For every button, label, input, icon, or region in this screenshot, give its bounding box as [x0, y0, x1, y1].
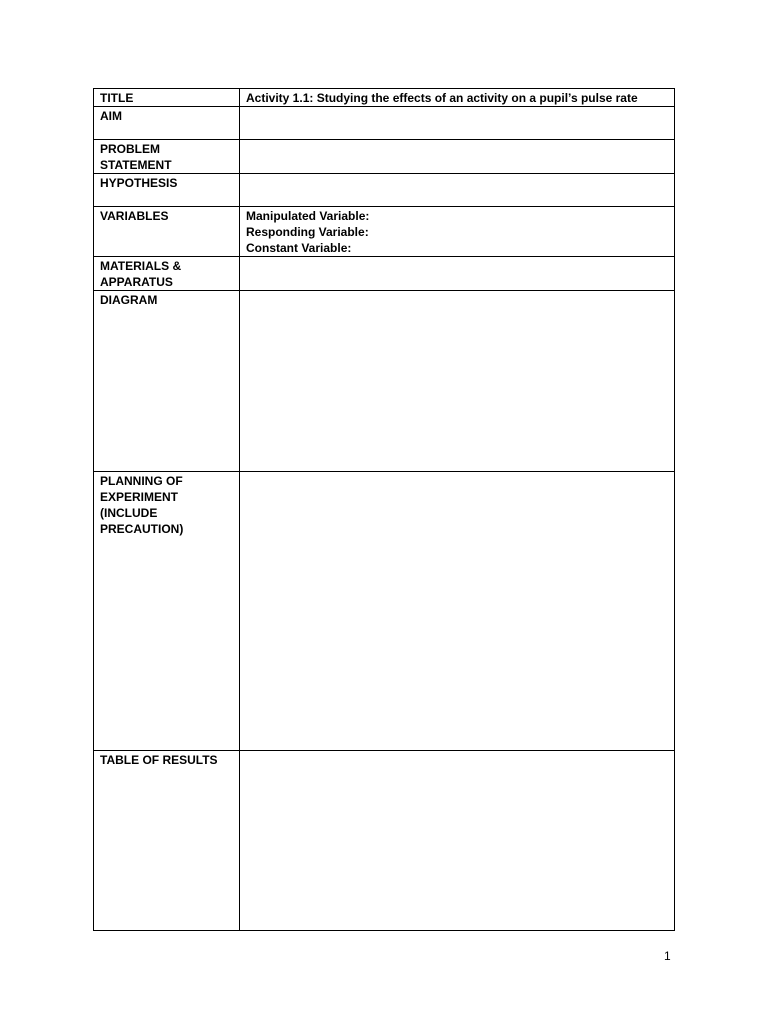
- label-text: MATERIALS & APPARATUS: [100, 259, 182, 289]
- row-value-aim[interactable]: [240, 107, 675, 140]
- row-value-title[interactable]: [240, 89, 675, 107]
- lab-report-table: [93, 88, 675, 931]
- row-value-results[interactable]: [240, 751, 675, 931]
- label-text: PROBLEM STATEMENT: [100, 142, 172, 172]
- row-label-planning: [94, 472, 240, 751]
- table-row-hypothesis: [94, 174, 675, 207]
- row-label-diagram: [94, 291, 240, 472]
- page-number: 1: [664, 949, 671, 963]
- label-text: TABLE OF RESULTS: [100, 753, 218, 767]
- manipulated-variable-label: Manipulated Variable:: [246, 209, 370, 223]
- row-label-hypothesis: [94, 174, 240, 207]
- label-text: TITLE: [100, 91, 134, 105]
- row-label-problem-statement: [94, 140, 240, 174]
- table-row-materials: [94, 257, 675, 291]
- row-label-results: [94, 751, 240, 931]
- row-label-materials: [94, 257, 240, 291]
- table-row-variables: [94, 207, 675, 257]
- row-value-problem-statement[interactable]: [240, 140, 675, 174]
- row-value-materials[interactable]: [240, 257, 675, 291]
- row-value-diagram[interactable]: [240, 291, 675, 472]
- label-text: VARIABLES: [100, 209, 169, 223]
- table-row-results: [94, 751, 675, 931]
- responding-variable-label: Responding Variable:: [246, 225, 369, 239]
- table-row-problem-statement: [94, 140, 675, 174]
- table-row-title: [94, 89, 675, 107]
- label-text: HYPOTHESIS: [100, 176, 178, 190]
- row-label-aim: [94, 107, 240, 140]
- table-row-diagram: [94, 291, 675, 472]
- label-text: DIAGRAM: [100, 293, 158, 307]
- row-label-title: [94, 89, 240, 107]
- table-row-planning: [94, 472, 675, 751]
- row-value-hypothesis[interactable]: [240, 174, 675, 207]
- row-label-variables: [94, 207, 240, 257]
- table-row-aim: [94, 107, 675, 140]
- label-text: PLANNING OF EXPERIMENT (INCLUDE PRECAUTION): [100, 474, 184, 536]
- label-text: AIM: [100, 109, 122, 123]
- activity-title: Activity 1.1: Studying the effects of an activity on a pupil’s pulse rate: [246, 91, 638, 105]
- row-value-planning[interactable]: [240, 472, 675, 751]
- row-value-variables[interactable]: [240, 207, 675, 257]
- constant-variable-label: Constant Variable:: [246, 241, 352, 255]
